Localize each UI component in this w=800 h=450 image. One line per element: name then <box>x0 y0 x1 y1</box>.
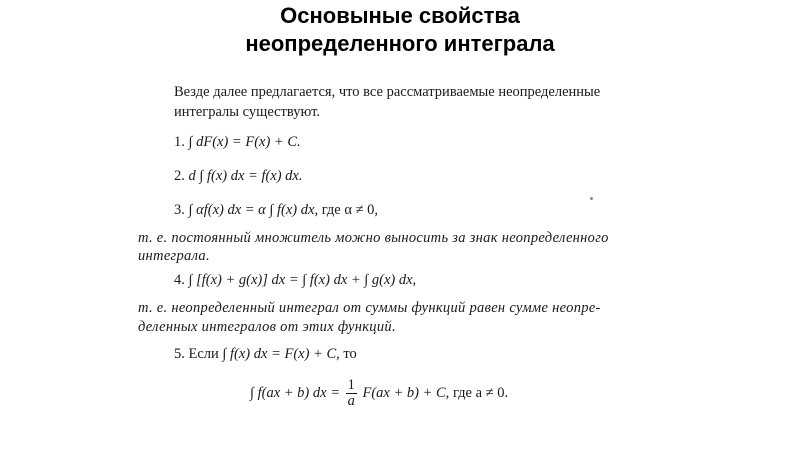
scan-speck <box>590 197 593 200</box>
property-5-number: 5. <box>174 346 185 362</box>
property-5-lead: Если <box>188 346 219 362</box>
property-5 <box>174 346 357 363</box>
property-1-formula: ∫ dF(x) = F(x) + C. <box>188 134 301 150</box>
note-4-line-1: т. е. неопределенный интеграл от суммы функций равен сумме неопре- <box>138 300 601 316</box>
property-4 <box>174 272 416 289</box>
intro-line-2: интегралы существуют. <box>174 104 320 120</box>
property-3-formula: ∫ αf(x) dx = α ∫ f(x) dx, <box>188 202 319 218</box>
property-2 <box>174 168 303 185</box>
note-3-line-2: интеграла. <box>138 248 210 264</box>
property-1 <box>174 134 301 151</box>
property-3 <box>174 202 378 219</box>
property-2-formula: d ∫ f(x) dx = f(x) dx. <box>188 168 303 184</box>
title-line-1: Основыные свойства <box>280 3 520 28</box>
final-formula-right: F(ax + b) + C, <box>362 384 450 401</box>
property-3-tail: где α ≠ 0, <box>321 202 379 218</box>
intro-line-1: Везде далее предлагается, что все рассматриваемые неопределенные <box>174 84 601 100</box>
title-line-2: неопределенного интеграла <box>245 31 555 56</box>
property-2-number: 2. <box>174 168 185 184</box>
note-4-line-2: деленных интегралов от этих функций. <box>138 319 396 335</box>
property-5-formula: ∫ f(x) dx = F(x) + C, <box>222 346 340 362</box>
property-5-tail: то <box>343 346 357 362</box>
property-4-number: 4. <box>174 272 185 288</box>
note-3-line-1: т. е. постоянный множитель можно выносить за знак неопределенного <box>138 230 609 246</box>
fraction-denominator: a <box>347 393 355 409</box>
fraction-numerator: 1 <box>347 377 355 393</box>
final-formula-left: ∫ f(ax + b) dx = <box>250 384 340 401</box>
final-formula <box>250 378 508 409</box>
property-3-number: 3. <box>174 202 185 218</box>
property-4-formula: ∫ [f(x) + g(x)] dx = ∫ f(x) dx + ∫ g(x) dx, <box>188 272 417 288</box>
slide-title <box>0 2 800 58</box>
property-1-number: 1. <box>174 134 185 150</box>
fraction <box>346 378 357 409</box>
final-formula-tail: где a ≠ 0. <box>452 384 509 401</box>
